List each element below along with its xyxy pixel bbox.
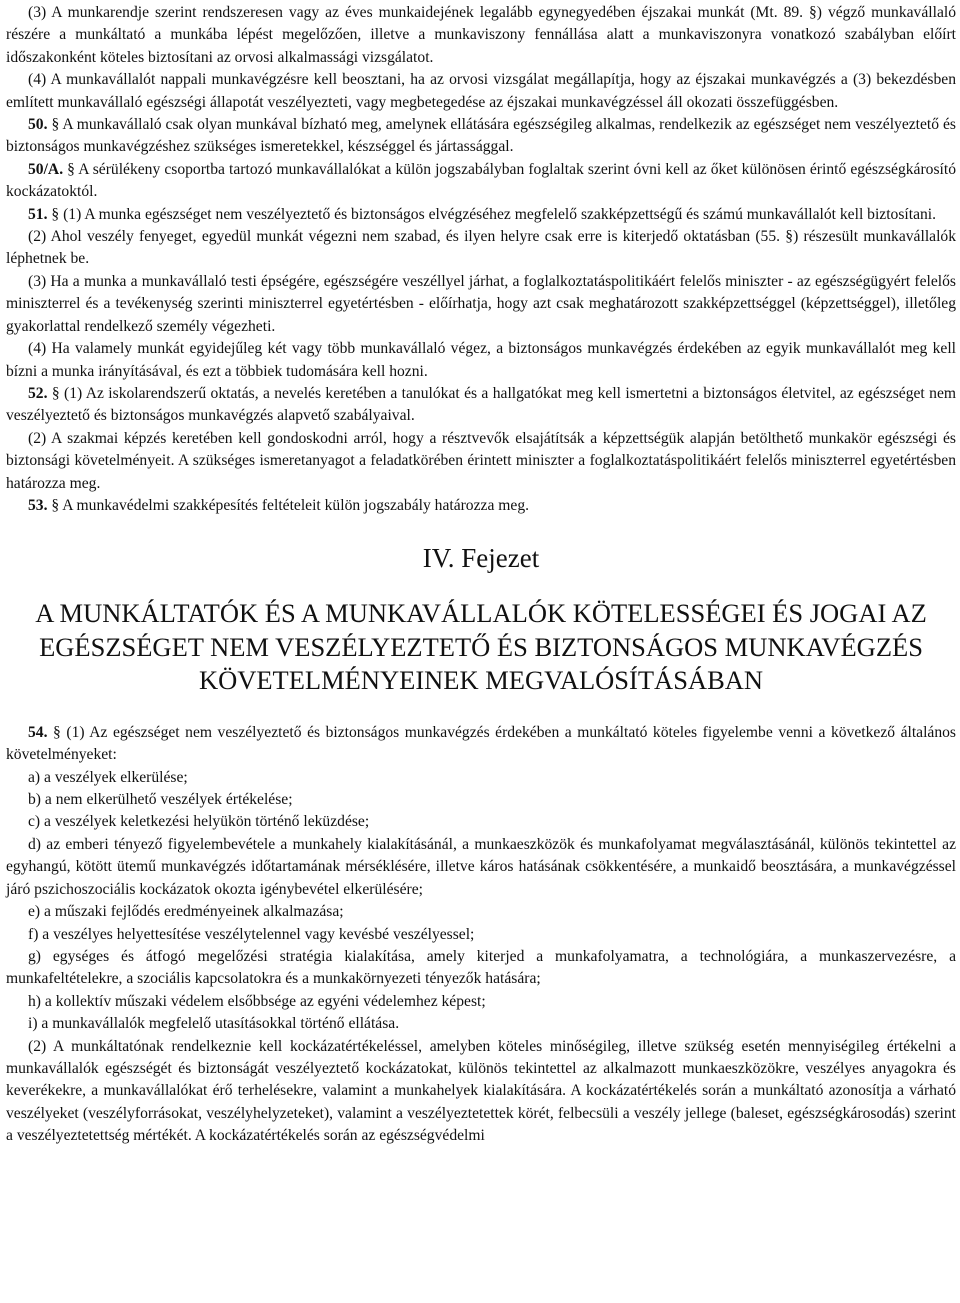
- section-number: 51.: [28, 205, 48, 223]
- paragraph: [6, 901, 956, 923]
- paragraph: [6, 834, 956, 901]
- paragraph: [6, 271, 956, 338]
- paragraph-text: c) a veszélyek keletkezési helyükön történő leküzdése;: [28, 813, 370, 831]
- paragraph-text: (2) A munkáltatónak rendelkeznie kell kockázatértékeléssel, amelyben köteles minőségileg, illetve szükség esetén mennyiségileg értékelni a munkavállalók egészségét és biztonságát veszélyeztető kockázatokat, különös tekintettel az alkalmazott munkaeszközökre, veszélyes anyagokra és keverékekre, a munkavállalókat érő terhelésekre, valamint a munkahelyek kialakítására. A kockázatértékelés során a munkáltató azonosítja a várható veszélyeket (veszélyforrásokat, veszélyhelyzeteket), valamint a veszélyeztetettek körét, felbecsüli a veszély jellege (baleset, egészségkárosodás) szerint a veszélyeztetettség mértékét. A kockázatértékelés során az egészségvédelmi: [6, 1037, 956, 1145]
- paragraph-text: (4) A munkavállalót nappali munkavégzésre kell beosztani, ha az orvosi vizsgálat megállapítja, hogy az éjszakai munkavégzés a (3) bekezdésben említett munkavállaló egészségi állapotát veszélyezteti, vagy megbetegedése az éjszakai munkavégzéssel áll okozati összefüggésben.: [6, 71, 956, 111]
- paragraph: [6, 1013, 956, 1035]
- section-top: [6, 2, 956, 517]
- paragraph-text: h) a kollektív műszaki védelem elsőbbsége az egyéni védelemhez képest;: [28, 992, 486, 1010]
- section-number: 52.: [28, 384, 48, 402]
- paragraph: [6, 946, 956, 991]
- paragraph-text: (3) A munkarendje szerint rendszeresen vagy az éves munkaidejének legalább egynegyedében éjszakai munkát (Mt. 89. §) végző munkavállaló részére a munkáltató a munkába lépést megelőzően, illetve a munkaviszony fennállása alatt a munkaviszonyra vonatkozó szabályban előírt időszakonként köteles biztosítani az orvosi alkalmassági vizsgálatot.: [6, 4, 956, 66]
- section-number: 50/A.: [28, 160, 64, 178]
- paragraph: [6, 428, 956, 495]
- paragraph-text: (1) A munka egészséget nem veszélyeztető és biztonságos elvégzéséhez megfelelő szakképzettségű és számú munkavállalót kell biztosítani.: [63, 205, 937, 223]
- paragraph: 54. § (1) Az egészséget nem veszélyeztető és biztonságos munkavégzés érdekében a munkáltató köteles figyelembe venni a következő általános követelményeket:: [6, 723, 957, 764]
- section-number: 50.: [28, 116, 48, 134]
- paragraph: [6, 811, 956, 833]
- paragraph: [6, 991, 956, 1013]
- section-bottom: [6, 722, 956, 1148]
- chapter-title: A MUNKÁLTATÓK ÉS A MUNKAVÁLLALÓK KÖTELESSÉGEI ÉS JOGAI AZ EGÉSZSÉGET NEM VESZÉLYEZTETŐ ÉS BIZTONSÁGOS MUNKAVÉGZÉS KÖVETELMÉNYEINEK MEGVALÓSÍTÁSÁBAN: [35, 598, 927, 696]
- paragraph-text: (2) Ahol veszély fenyeget, egyedül munkát végezni nem szabad, és ilyen helyre csak erre is kiterjedő oktatásban (55. §) részesült munkavállalók léphetnek be.: [6, 228, 956, 268]
- paragraph: [6, 767, 956, 789]
- paragraph: 53. § A munkavédelmi szakképesítés feltételeit külön jogszabály határozza meg.: [28, 496, 530, 514]
- paragraph: 50. § A munkavállaló csak olyan munkával bízható meg, amelynek ellátására egészségileg alkalmas, rendelkezik az egészséget nem veszélyeztető és biztonságos munkavégzéshez szükséges ismeretekkel, készséggel és jártassággal.: [6, 116, 956, 156]
- paragraph-text: A munkavédelmi szakképesítés feltételeit külön jogszabály határozza meg.: [62, 496, 530, 514]
- paragraph: [6, 338, 956, 383]
- paragraph: 52. § (1) Az iskolarendszerű oktatás, a nevelés keretében a tanulókat és a hallgatókat meg kell ismertetni a biztonságos életvitel, az egészséget nem veszélyeztető és biztonságos munkavégzés alapvető szabályaival.: [6, 384, 956, 425]
- paragraph-text: (4) Ha valamely munkát egyidejűleg két vagy több munkavállaló végez, a biztonságos munkavégzés érdekében az egyik munkavállalót meg kell bízni a munka irányításával, és ezt a többiek tudomására kell hozni.: [6, 340, 956, 380]
- paragraph-text: (2) A szakmai képzés keretében kell gondoskodni arról, hogy a résztvevők elsajátítsák a képzettségük alapján betölthető munkakör egészségi és biztonsági követelményeit. A szükséges ismeretanyagot a feladatkörében érintett miniszter a foglalkoztatáspolitikáért felelős miniszterrel egyetértésben határozza meg.: [6, 429, 956, 492]
- paragraph-text: d) az emberi tényező figyelembevétele a munkahely kialakításánál, a munkaeszközök és munkafolyamat megválasztásánál, különös tekintettel az egyhangú, kötött ütemű munkavégzés időtartamának mérséklésére, illetve káros hatásának csökkentésére, a munkaidő beosztására, a munkavégzéssel járó pszichoszociális kockázatok okozta igénybevétel elkerülésére;: [6, 835, 956, 898]
- chapter-heading: IV. Fejezet: [422, 543, 540, 574]
- paragraph-text: b) a nem elkerülhető veszélyek értékelése;: [28, 791, 293, 809]
- paragraph: [6, 226, 956, 271]
- section-number: 53.: [28, 496, 48, 514]
- paragraph-text: e) a műszaki fejlődés eredményeinek alkalmazása;: [28, 903, 344, 921]
- paragraph-text: A munkavállaló csak olyan munkával bízható meg, amelynek ellátására egészségileg alkalmas, rendelkezik az egészséget nem veszélyeztető és biztonságos munkavégzéshez szükséges ismeretekkel, készséggel és jártassággal.: [6, 116, 956, 156]
- section-number: 54.: [28, 723, 48, 741]
- paragraph: [6, 2, 956, 69]
- paragraph: [6, 69, 956, 114]
- paragraph: [6, 924, 956, 946]
- paragraph: 50/A. § A sérülékeny csoportba tartozó munkavállalókat a külön jogszabályban foglaltak szerint óvni kell az őket különösen érintő egészségkárosító kockázatoktól.: [6, 160, 956, 201]
- paragraph-text: (1) Az egészséget nem veszélyeztető és biztonságos munkavégzés érdekében a munkáltató köteles figyelembe venni a következő általános követelményeket:: [6, 723, 957, 764]
- paragraph-text: (1) Az iskolarendszerű oktatás, a nevelés keretében a tanulókat és a hallgatókat meg kell ismertetni a biztonságos életvitel, az egészséget nem veszélyeztető és biztonságos munkavégzés alapvető szabályaival.: [6, 384, 956, 425]
- paragraph-text: A sérülékeny csoportba tartozó munkavállalókat a külön jogszabályban foglaltak szerint óvni kell az őket különösen érintő egészségkárosító kockázatoktól.: [6, 160, 956, 201]
- paragraph-text: a) a veszélyek elkerülése;: [28, 768, 188, 786]
- paragraph: 51. § (1) A munka egészséget nem veszélyeztető és biztonságos elvégzéséhez megfelelő szakképzettségű és számú munkavállalót kell biztosítani.: [28, 205, 937, 223]
- paragraph-text: g) egységes és átfogó megelőzési stratégia kialakítása, amely kiterjed a munkafolyamatra, a technológiára, a munkaszervezésre, a munkafeltételekre, a szociális kapcsolatokra és a munkakörnyezeti tényezők hatására;: [6, 947, 956, 988]
- paragraph: [6, 1036, 956, 1148]
- paragraph-text: i) a munkavállalók megfelelő utasításokkal történő ellátása.: [28, 1015, 400, 1033]
- paragraph: [6, 789, 956, 811]
- paragraph-text: f) a veszélyes helyettesítése veszélytelennel vagy kevésbé veszélyessel;: [28, 925, 475, 943]
- paragraph-text: (3) Ha a munka a munkavállaló testi épségére, egészségére veszéllyel járhat, a foglalkoztatáspolitikáért felelős miniszter - az egészségügyért felelős miniszterrel és a tevékenység szerinti miniszterrel egyetértésben - előírhatja, hogy azt csak meghatározott szakképzettséggel (képzettséggel), illetőleg gyakorlattal rendelkező személy végezheti.: [6, 272, 956, 335]
